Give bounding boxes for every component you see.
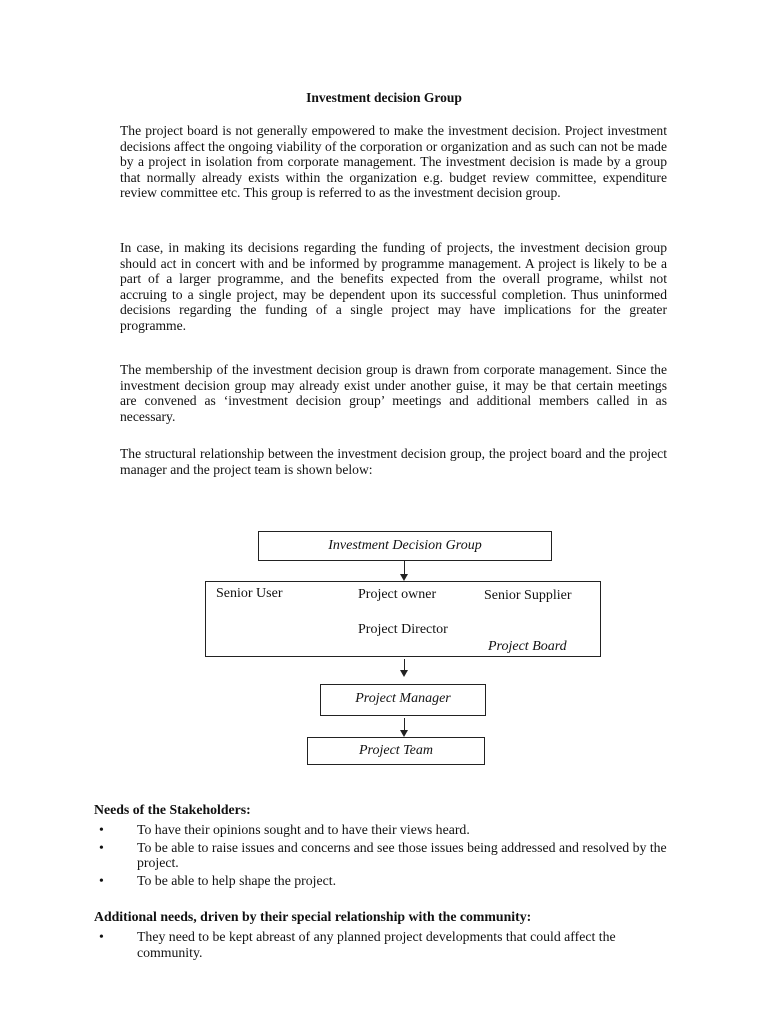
paragraph-1: The project board is not generally empowered to make the investment decision. Project investment decisions affect the ongoing viability of the corporation or organization and as such can not be made by a project in isolation from corporate management. The investment decision is made by a group that normally already exists within the organization e.g. budget review committee, expenditure review committee etc. This group is referred to as the investment decision group. [120, 123, 667, 201]
arrow-head-2 [400, 670, 408, 677]
arrow-head-3 [400, 730, 408, 737]
senior-supplier-label: Senior Supplier [484, 588, 572, 603]
bullet-icon: • [99, 872, 104, 888]
project-director-label: Project Director [358, 622, 448, 637]
paragraph-4: The structural relationship between the investment decision group, the project board and the project manager and the project team is shown below: [120, 446, 667, 477]
bullet-icon: • [99, 839, 104, 855]
project-owner-label: Project owner [358, 587, 437, 602]
paragraph-2: In case, in making its decisions regarding the funding of projects, the investment decision group should act in concert with and be informed by programme management. A project is likely to be a part of a larger programme, and the benefits expected from the overall programe, whilst not accruing to a single project, may be dependent upon its successful completion. Thus uninformed decisions regarding the funding of a single project may have implications for the greater programme. [120, 240, 667, 333]
paragraph-3: The membership of the investment decision group is drawn from corporate management. Since the investment decision group may already exist under another guise, it may be that certain meetings are convened as ‘investment decision group’ meetings and additional members called in as necessary. [120, 362, 667, 424]
project-manager-label: Project Manager [355, 691, 451, 706]
list-item-text: They need to be kept abreast of any planned project developments that could affect the community. [137, 929, 616, 960]
list-item-text: To have their opinions sought and to have their views heard. [137, 822, 470, 837]
list-item [96, 840, 668, 871]
list-item-text: To be able to raise issues and concerns and see those issues being addressed and resolved by the project. [137, 839, 667, 871]
bullet-icon: • [99, 929, 104, 944]
project-team-label: Project Team [358, 743, 433, 758]
project-board-box [205, 581, 601, 657]
list-item [96, 822, 668, 838]
additional-needs-heading: Additional needs, driven by their special relationship with the community: [94, 909, 532, 924]
page-title: Investment decision Group [306, 90, 462, 105]
bullet-icon: • [99, 822, 104, 837]
list-item [96, 873, 668, 889]
investment-decision-group-box [258, 531, 552, 561]
arrow-line-3 [404, 718, 405, 730]
list-item-text: To be able to help shape the project. [137, 872, 337, 888]
project-manager-box [320, 684, 486, 716]
arrow-line-1 [404, 561, 405, 575]
additional-needs-list [96, 929, 668, 962]
project-team-box [307, 737, 485, 765]
list-item [96, 929, 668, 960]
senior-user-label: Senior User [216, 586, 283, 601]
investment-decision-group-label: Investment Decision Group [328, 538, 482, 553]
project-board-label: Project Board [488, 639, 567, 654]
stakeholders-list [96, 822, 668, 890]
stakeholders-heading: Needs of the Stakeholders: [94, 802, 251, 817]
arrow-head-1 [400, 574, 408, 581]
